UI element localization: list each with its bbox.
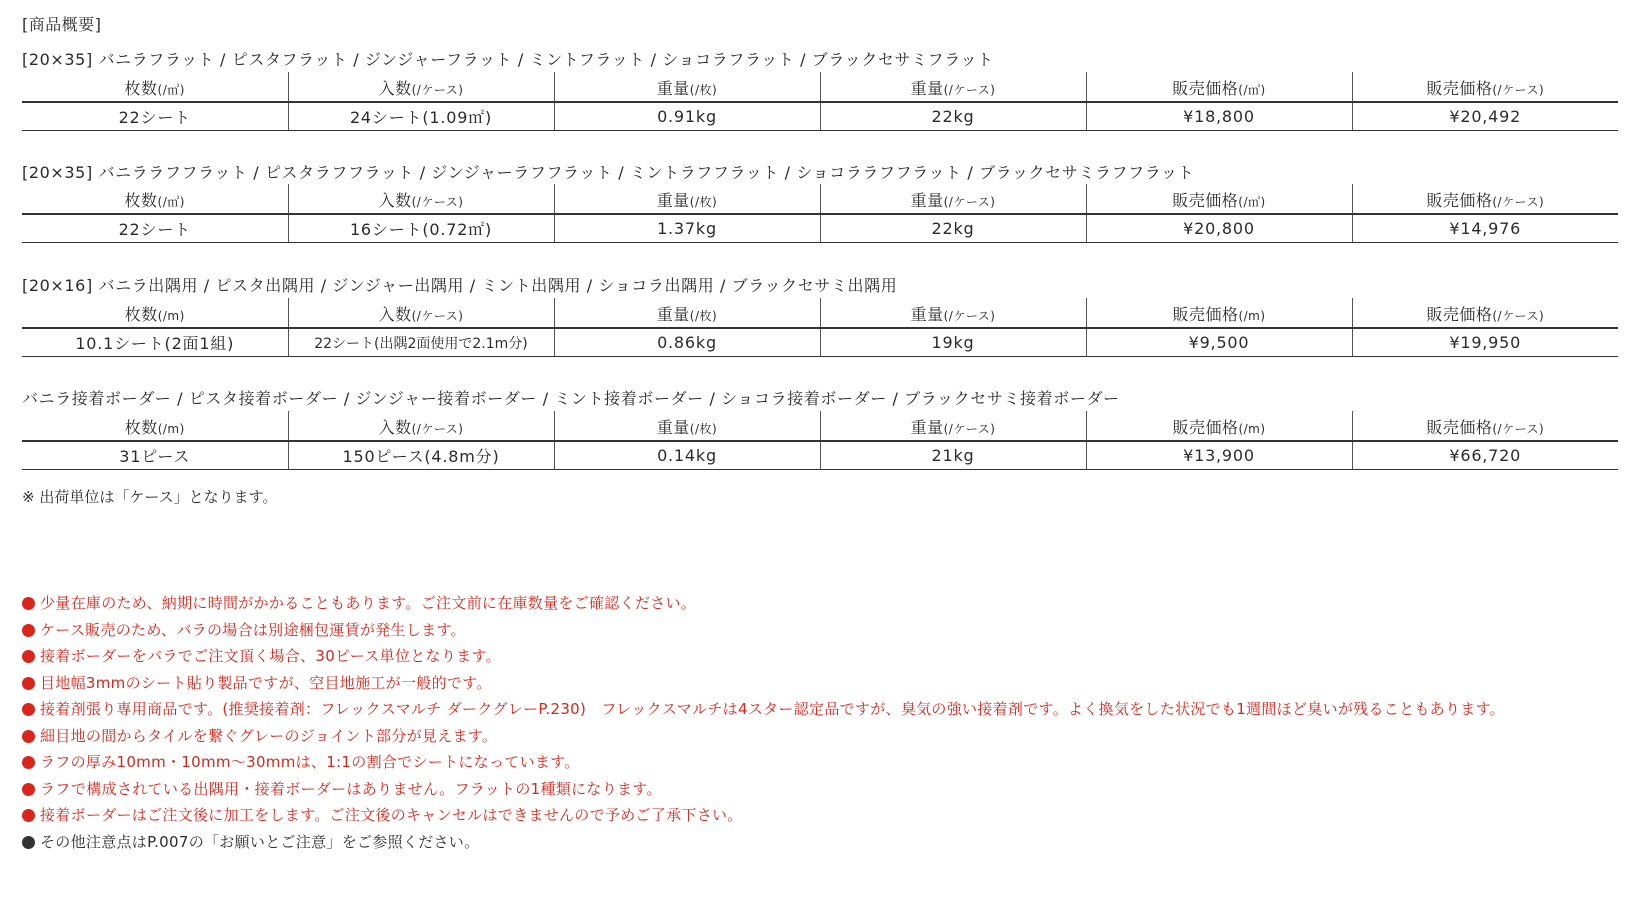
red-bullet-icon [22, 624, 35, 637]
shipping-unit-note: ※ 出荷単位は「ケース」となります。 [22, 488, 278, 506]
spec-table [22, 298, 1618, 357]
list-item: 目地幅3mmのシート貼り製品ですが、空目地施工が一般的です。 [22, 670, 1618, 697]
table-cell: ¥18,800 [1086, 102, 1352, 131]
column-header: 重量(/ケース) [820, 298, 1086, 328]
table-header-row [22, 72, 1618, 102]
list-item: 接着剤張り専用商品です。(推奨接着剤：フレックスマルチ ダークグレーP.230) フレックスマルチは4スター認定品ですが、臭気の強い接着剤です。よく換気をした状況でも1週間ほど臭いが残ることもあります。 [22, 696, 1618, 723]
red-bullet-icon [22, 677, 35, 690]
list-item: 接着ボーダーをバラでご注文頂く場合、30ピース単位となります。 [22, 643, 1618, 670]
table-cell: 1.37kg [554, 214, 820, 243]
column-header: 入数(/ケース) [288, 72, 554, 102]
spec-table [22, 411, 1618, 470]
red-bullet-icon [22, 809, 35, 822]
column-header: 販売価格(/ケース) [1352, 72, 1618, 102]
column-header: 販売価格(/㎡) [1086, 72, 1352, 102]
table-cell: 22kg [820, 102, 1086, 131]
table-row [22, 328, 1618, 357]
table-cell: 22シート [22, 214, 288, 243]
column-header: 販売価格(/m) [1086, 298, 1352, 328]
table-cell: ¥13,900 [1086, 441, 1352, 470]
table-cell: ¥14,976 [1352, 214, 1618, 243]
table-header-row [22, 411, 1618, 441]
table-cell: 0.86kg [554, 328, 820, 357]
table-cell: 22kg [820, 214, 1086, 243]
column-header: 販売価格(/m) [1086, 411, 1352, 441]
column-header: 入数(/ケース) [288, 184, 554, 214]
table-cell: ¥20,492 [1352, 102, 1618, 131]
column-header: 販売価格(/ケース) [1352, 298, 1618, 328]
column-header: 重量(/ケース) [820, 184, 1086, 214]
overview-heading: [商品概要] [22, 15, 102, 34]
table-cell: 24シート(1.09㎡) [288, 102, 554, 131]
list-item: 細目地の間からタイルを繋ぐグレーのジョイント部分が見えます。 [22, 723, 1618, 750]
table-cell: 0.91kg [554, 102, 820, 131]
list-item: ケース販売のため、バラの場合は別途梱包運賃が発生します。 [22, 617, 1618, 644]
table-cell: ¥20,800 [1086, 214, 1352, 243]
list-item: 接着ボーダーはご注文後に加工をします。ご注文後のキャンセルはできませんので予めご了承下さい。 [22, 802, 1618, 829]
table-cell: ¥66,720 [1352, 441, 1618, 470]
column-header: 枚数(/㎡) [124, 79, 185, 98]
column-header: 重量(/枚) [554, 184, 820, 214]
table-cell: ¥19,950 [1352, 328, 1618, 357]
list-item: その他注意点はP.007の「お願いとご注意」をご参照ください。 [22, 829, 1618, 856]
red-bullet-icon [22, 703, 35, 716]
table-cell: 16シート(0.72㎡) [288, 214, 554, 243]
column-header: 販売価格(/ケース) [1352, 411, 1618, 441]
column-header: 販売価格(/㎡) [1086, 184, 1352, 214]
column-header: 重量(/枚) [554, 411, 820, 441]
table-cell: 31ピース [22, 441, 288, 470]
column-header: 販売価格(/ケース) [1352, 184, 1618, 214]
red-bullet-icon [22, 730, 35, 743]
red-bullet-icon [22, 756, 35, 769]
red-bullet-icon [22, 597, 35, 610]
column-header: 枚数(/㎡) [124, 191, 185, 210]
column-header: 枚数(/m) [124, 305, 185, 324]
column-header: 枚数(/m) [124, 418, 185, 437]
list-item: ラフで構成されている出隅用・接着ボーダーはありません。フラットの1種類になります。 [22, 776, 1618, 803]
column-header: 入数(/ケース) [288, 411, 554, 441]
section-title: バニラ接着ボーダー / ピスタ接着ボーダー / ジンジャー接着ボーダー / ミント接着ボーダー / ショコラ接着ボーダー / ブラックセサミ接着ボーダー [22, 389, 1120, 408]
red-bullet-icon [22, 650, 35, 663]
table-cell: 21kg [820, 441, 1086, 470]
section-title: [20×35] バニララフフラット / ピスタラフフラット / ジンジャーラフフラット / ミントラフフラット / ショコララフフラット / ブラックセサミラフフラット [22, 163, 1195, 182]
table-row [22, 102, 1618, 131]
table-cell: 150ピース(4.8m分) [288, 441, 554, 470]
table-cell: 22シート(出隅2面使用で2.1m分) [288, 328, 554, 357]
column-header: 入数(/ケース) [288, 298, 554, 328]
spec-table [22, 184, 1618, 243]
table-cell: 10.1シート(2面1組) [22, 328, 288, 357]
column-header: 重量(/ケース) [820, 411, 1086, 441]
section-title: [20×16] バニラ出隅用 / ピスタ出隅用 / ジンジャー出隅用 / ミント出隅用 / ショコラ出隅用 / ブラックセサミ出隅用 [22, 276, 898, 295]
column-header: 重量(/枚) [554, 298, 820, 328]
table-cell: 0.14kg [554, 441, 820, 470]
column-header: 重量(/ケース) [820, 72, 1086, 102]
list-item: 少量在庫のため、納期に時間がかかることもあります。ご注文前に在庫数量をご確認ください。 [22, 590, 1618, 617]
caution-notes-list [22, 590, 1618, 855]
section-title: [20×35] バニラフラット / ピスタフラット / ジンジャーフラット / ミントフラット / ショコラフラット / ブラックセサミフラット [22, 50, 994, 69]
table-header-row [22, 298, 1618, 328]
table-row [22, 214, 1618, 243]
table-row [22, 441, 1618, 470]
black-bullet-icon [22, 836, 35, 849]
table-header-row [22, 184, 1618, 214]
list-item: ラフの厚み10mm・10mm～30mmは、1:1の割合でシートになっています。 [22, 749, 1618, 776]
table-cell: 19kg [820, 328, 1086, 357]
column-header: 重量(/枚) [554, 72, 820, 102]
spec-table [22, 72, 1618, 131]
red-bullet-icon [22, 783, 35, 796]
table-cell: 22シート [22, 102, 288, 131]
table-cell: ¥9,500 [1086, 328, 1352, 357]
